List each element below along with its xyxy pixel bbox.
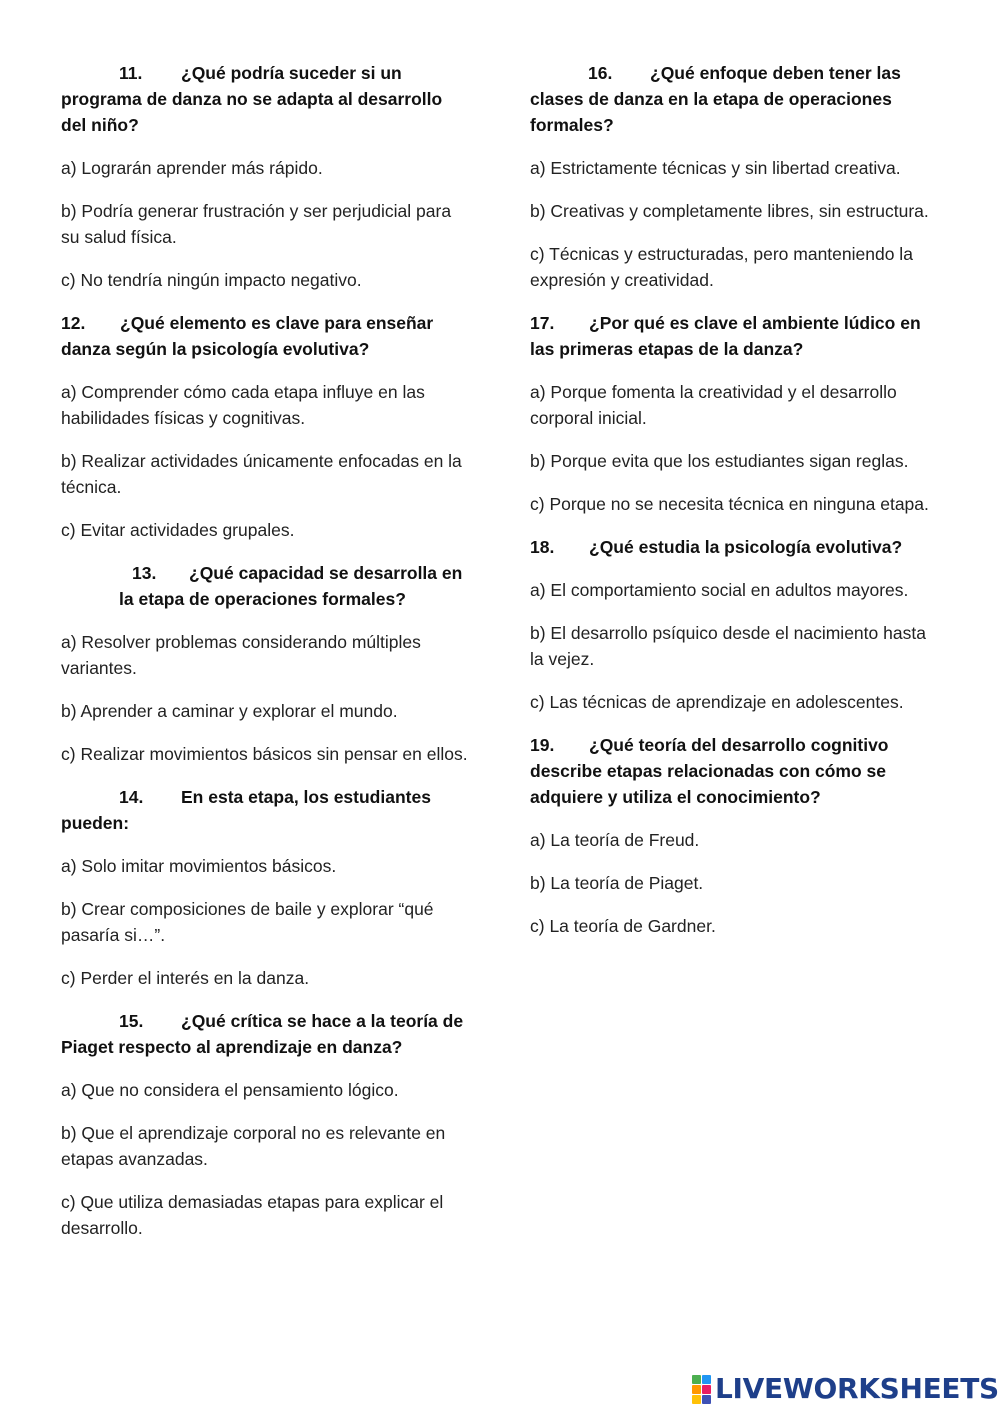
question-16 (530, 60, 940, 138)
question-15 (61, 1008, 471, 1060)
question-number: 18. (530, 537, 555, 557)
question-text: ¿Qué crítica se hace a la teoría de Piaget respecto al aprendizaje en danza? (61, 1011, 464, 1057)
question-number: 12. (61, 313, 86, 333)
option-12b: b) Realizar actividades únicamente enfocadas en la técnica. (61, 451, 462, 497)
question-number: 11. (119, 63, 143, 83)
question-text: ¿Qué capacidad se desarrolla en la etapa de operaciones formales? (119, 563, 463, 609)
option-11b: b) Podría generar frustración y ser perjudicial para su salud física. (61, 201, 452, 247)
option-17c: c) Porque no se necesita técnica en ninguna etapa. (530, 494, 929, 514)
question-13 (61, 560, 471, 612)
question-number: 14. (119, 787, 144, 807)
option-17b: b) Porque evita que los estudiantes sigan reglas. (530, 451, 909, 471)
option-11c: c) No tendría ningún impacto negativo. (61, 270, 362, 290)
question-12 (61, 310, 471, 362)
option-18b: b) El desarrollo psíquico desde el nacimiento hasta la vejez. (530, 623, 926, 669)
question-19 (530, 732, 940, 810)
option-12a: a) Comprender cómo cada etapa influye en las habilidades físicas y cognitivas. (61, 382, 425, 428)
question-text: ¿Qué estudia la psicología evolutiva? (589, 537, 903, 557)
question-14 (61, 784, 471, 836)
logo-block (702, 1375, 711, 1384)
option-19b: b) La teoría de Piaget. (530, 873, 704, 893)
logo-block (702, 1385, 711, 1394)
option-15a: a) Que no considera el pensamiento lógico. (61, 1080, 399, 1100)
question-number: 15. (119, 1011, 144, 1031)
question-text: ¿Qué enfoque deben tener las clases de danza en la etapa de operaciones formales? (530, 63, 901, 135)
question-number: 19. (530, 735, 555, 755)
option-13b: b) Aprender a caminar y explorar el mundo. (61, 701, 398, 721)
option-16c: c) Técnicas y estructuradas, pero manteniendo la expresión y creatividad. (530, 244, 913, 290)
question-number: 13. (132, 563, 157, 583)
question-text: ¿Qué podría suceder si un programa de danza no se adapta al desarrollo del niño? (61, 63, 443, 135)
option-15b: b) Que el aprendizaje corporal no es relevante en etapas avanzadas. (61, 1123, 446, 1169)
question-text: ¿Qué elemento es clave para enseñar danza según la psicología evolutiva? (61, 313, 434, 359)
question-text: ¿Por qué es clave el ambiente lúdico en las primeras etapas de la danza? (530, 313, 921, 359)
option-13a: a) Resolver problemas considerando múltiples variantes. (61, 632, 421, 678)
option-19c: c) La teoría de Gardner. (530, 916, 716, 936)
logo-block (692, 1395, 701, 1404)
option-15c: c) Que utiliza demasiadas etapas para explicar el desarrollo. (61, 1192, 444, 1238)
option-14a: a) Solo imitar movimientos básicos. (61, 856, 337, 876)
option-16a: a) Estrictamente técnicas y sin libertad creativa. (530, 158, 901, 178)
option-17a: a) Porque fomenta la creatividad y el desarrollo corporal inicial. (530, 382, 897, 428)
question-11 (61, 60, 471, 138)
option-12c: c) Evitar actividades grupales. (61, 520, 295, 540)
option-19a: a) La teoría de Freud. (530, 830, 700, 850)
logo-block (702, 1395, 711, 1404)
question-17 (530, 310, 940, 362)
option-14b: b) Crear composiciones de baile y explorar “qué pasaría si…”. (61, 899, 434, 945)
option-11a: a) Lograrán aprender más rápido. (61, 158, 323, 178)
question-number: 16. (588, 63, 613, 83)
option-13c: c) Realizar movimientos básicos sin pensar en ellos. (61, 744, 468, 764)
option-18a: a) El comportamiento social en adultos mayores. (530, 580, 909, 600)
right-column (530, 60, 940, 956)
option-18c: c) Las técnicas de aprendizaje en adolescentes. (530, 692, 904, 712)
option-14c: c) Perder el interés en la danza. (61, 968, 310, 988)
logo-block (692, 1375, 701, 1384)
question-text: ¿Qué teoría del desarrollo cognitivo describe etapas relacionadas con cómo se adquiere y utiliza el conocimiento? (530, 735, 889, 807)
logo-block (692, 1385, 701, 1394)
question-text: En esta etapa, los estudiantes pueden: (61, 787, 431, 833)
question-number: 17. (530, 313, 555, 333)
option-16b: b) Creativas y completamente libres, sin estructura. (530, 201, 929, 221)
liveworksheets-wordmark: LIVEWORKSHEETS (715, 1372, 999, 1405)
left-column (61, 60, 471, 1258)
liveworksheets-logo[interactable] (692, 1372, 999, 1406)
question-18 (530, 534, 940, 560)
liveworksheets-logo-icon (692, 1375, 711, 1404)
